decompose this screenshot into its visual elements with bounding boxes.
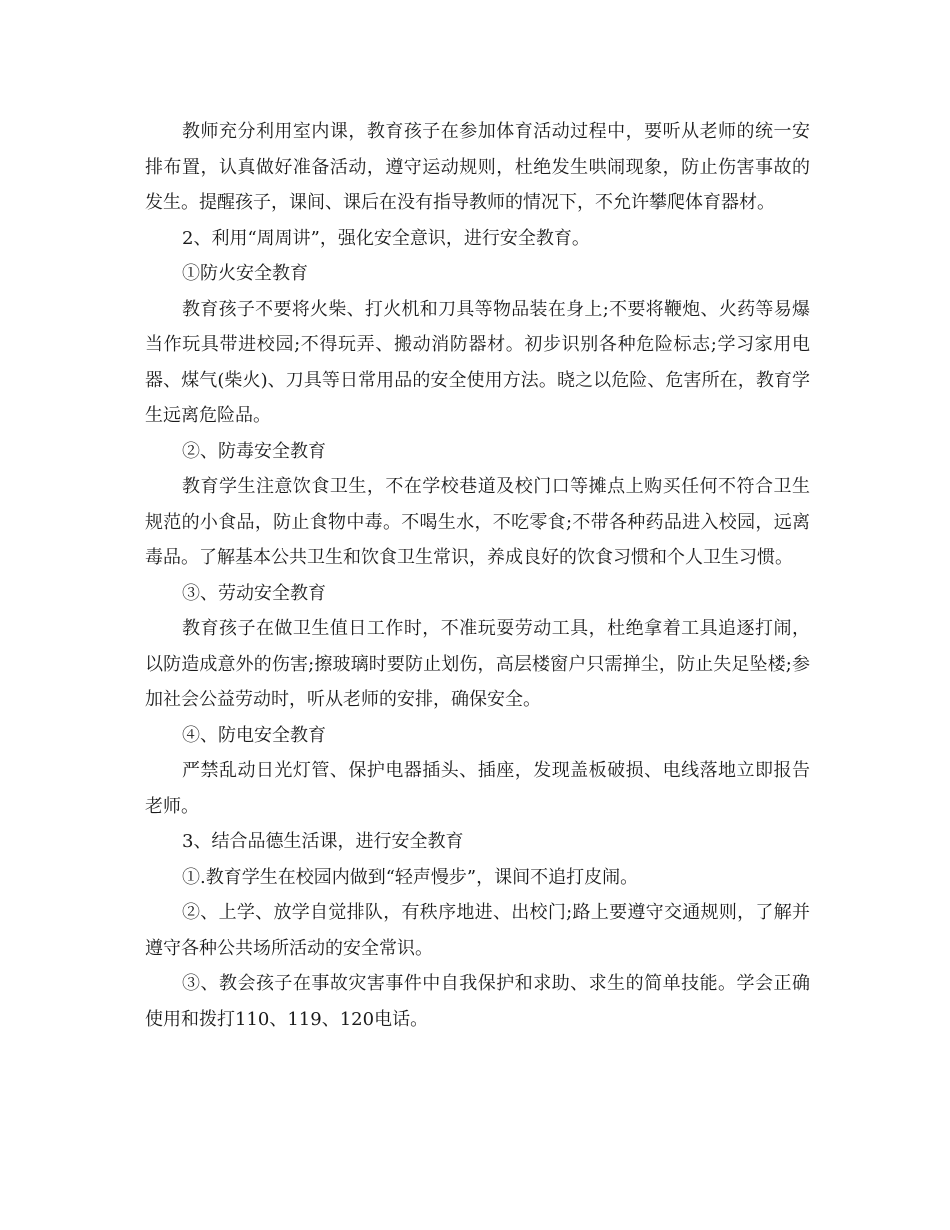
subheading-poison-safety: ②、防毒安全教育 [182, 440, 326, 462]
paragraph-labor-safety: 教育孩子在做卫生值日工作时，不准玩耍劳动工具，杜绝拿着工具追逐打闹，以防造成意外的伤害;擦玻璃时要防止划伤，高层楼窗户只需掸尘，防止失足坠楼;参加社会公益劳动时，听从老师的安排，确保安全。 [145, 618, 810, 710]
paragraph-pe-class-safety: 教师充分利用室内课，教育孩子在参加体育活动过程中，要听从老师的统一安排布置，认真做好准备活动，遵守运动规则，杜绝发生哄闹现象，防止伤害事故的发生。提醒孩子，课间、课后在没有指导教师的情况下，不允许攀爬体育器材。 [145, 121, 810, 213]
paragraph-poison-safety: 教育学生注意饮食卫生，不在学校巷道及校门口等摊点上购买任何不符合卫生规范的小食品，防止食物中毒。不喝生水，不吃零食;不带各种药品进入校园，远离毒品。了解基本公共卫生和饮食卫生常识，养成良好的饮食习惯和个人卫生习惯。 [145, 476, 810, 568]
subheading-electric-safety: ④、防电安全教育 [182, 724, 326, 746]
list-item-quiet-steps: ①.教育学生在校园内做到“轻声慢步”，课间不追打皮闹。 [182, 866, 639, 888]
paragraph-electric-safety: 严禁乱动日光灯管、保护电器插头、插座，发现盖板破损、电线落地立即报告老师。 [145, 760, 810, 817]
section-heading-moral-class: 3、结合品德生活课，进行安全教育 [182, 831, 464, 852]
subheading-labor-safety: ③、劳动安全教育 [182, 582, 326, 604]
list-item-traffic-rules: ②、上学、放学自觉排队，有秩序地进、出校门;路上要遵守交通规则，了解并遵守各种公共场所活动的安全常识。 [145, 902, 810, 959]
subheading-fire-safety: ①防火安全教育 [182, 263, 308, 284]
list-item-emergency-skills: ③、教会孩子在事故灾害事件中自我保护和求助、求生的简单技能。学会正确使用和拨打110、119、120电话。 [145, 973, 810, 1030]
section-heading-weekly-talk: 2、利用“周周讲”，强化安全意识，进行安全教育。 [182, 227, 590, 249]
paragraph-fire-safety: 教育孩子不要将火柴、打火机和刀具等物品装在身上;不要将鞭炮、火药等易爆当作玩具带进校园;不得玩弄、搬动消防器材。初步识别各种危险标志;学习家用电器、煤气(柴火)、刀具等日常用品的安全使用方法。晓之以危险、危害所在，教育学生远离危险品。 [145, 298, 810, 426]
document-body [145, 114, 810, 1037]
